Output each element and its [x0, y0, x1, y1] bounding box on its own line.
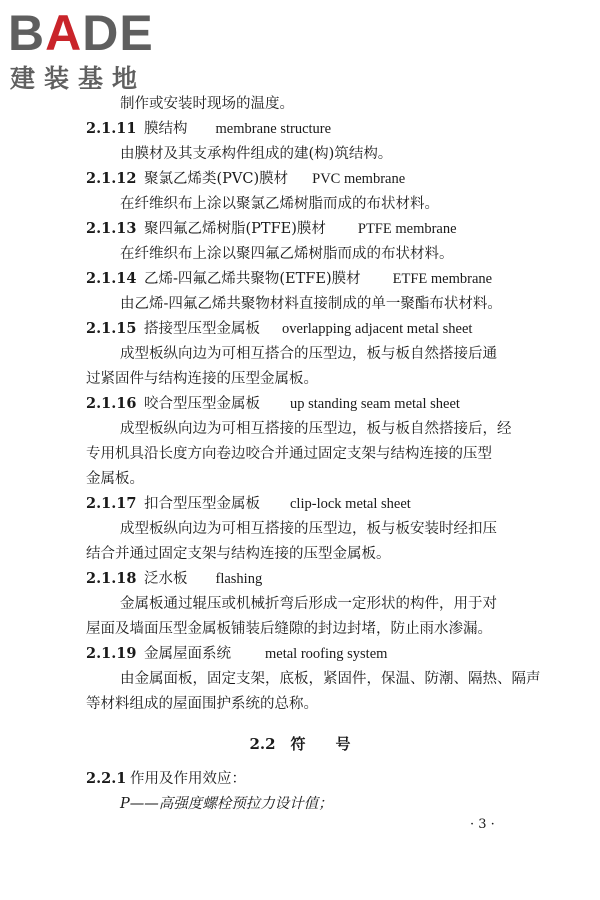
- logo-subtitle: 建装基地: [10, 64, 147, 93]
- definition-2-1-15-b: 过紧固件与结构连接的压型金属板。: [86, 371, 318, 387]
- definition-2-1-14: 由乙烯-四氟乙烯共聚物材料直接制成的单一聚酯布状材料。: [120, 296, 502, 312]
- section-heading-2-2: 2.2 符 号: [249, 735, 351, 753]
- definition-2-1-15-a: 成型板纵向边为可相互搭合的压型边，板与板自然搭接后通: [120, 346, 497, 362]
- definition-2-1-12: 在纤维织布上涂以聚氯乙烯树脂而成的布状材料。: [120, 196, 439, 212]
- term-2-1-19: 2.1.19 金属屋面系统 metal roofing system: [86, 645, 388, 662]
- clause-2-2-1: 2.2.1 作用及作用效应：: [86, 770, 246, 787]
- term-2-1-12: 2.1.12 聚氯乙烯类(PVC)膜材 PVC membrane: [86, 170, 406, 187]
- term-2-1-16: 2.1.16 咬合型压型金属板 up standing seam metal sheet: [86, 395, 460, 412]
- definition-2-1-19-a: 由金属面板，固定支架，底板，紧固件，保温、防潮、隔热、隔声: [120, 671, 541, 687]
- logo: [8, 6, 178, 96]
- term-2-1-11: 2.1.11 膜结构 membrane structure: [86, 120, 332, 137]
- term-2-1-17: 2.1.17 扣合型压型金属板 clip-lock metal sheet: [86, 495, 411, 512]
- definition-2-1-18-b: 屋面及墙面压型金属板铺装后缝隙的封边封堵，防止雨水渗漏。: [86, 621, 492, 637]
- definition-2-1-16-a: 成型板纵向边为可相互搭接的压型边，板与板自然搭接后，经: [120, 421, 512, 437]
- definition-2-1-16-b: 专用机具沿长度方向卷边咬合并通过固定支架与结构连接的压型: [86, 446, 492, 462]
- definition-2-1-19-b: 等材料组成的屋面围护系统的总称。: [86, 696, 318, 712]
- term-2-1-15: 2.1.15 搭接型压型金属板 overlapping adjacent metal sheet: [86, 320, 473, 337]
- definition-2-1-17-b: 结合并通过固定支架与结构连接的压型金属板。: [86, 546, 391, 562]
- text-line: 制作或安装时现场的温度。: [120, 96, 294, 112]
- term-2-1-13: 2.1.13 聚四氟乙烯树脂(PTFE)膜材 PTFE membrane: [86, 220, 457, 237]
- term-2-1-14: 2.1.14 乙烯-四氟乙烯共聚物(ETFE)膜材 ETFE membrane: [86, 270, 493, 287]
- definition-2-1-13: 在纤维织布上涂以聚四氟乙烯树脂而成的布状材料。: [120, 246, 454, 262]
- definition-2-1-18-a: 金属板通过辊压或机械折弯后形成一定形状的构件，用于对: [120, 596, 497, 612]
- definition-2-1-11: 由膜材及其支承构件组成的建(构)筑结构。: [120, 146, 393, 162]
- page-number: · 3 ·: [470, 817, 495, 832]
- definition-2-1-17-a: 成型板纵向边为可相互搭接的压型边，板与板安装时经扣压: [120, 521, 497, 537]
- symbol-P-line: P——高强度螺栓预拉力设计值；: [120, 796, 333, 812]
- logo-wordmark: BADE: [8, 5, 154, 61]
- term-2-1-18: 2.1.18 泛水板 flashing: [86, 570, 263, 587]
- definition-2-1-16-c: 金属板。: [86, 471, 144, 487]
